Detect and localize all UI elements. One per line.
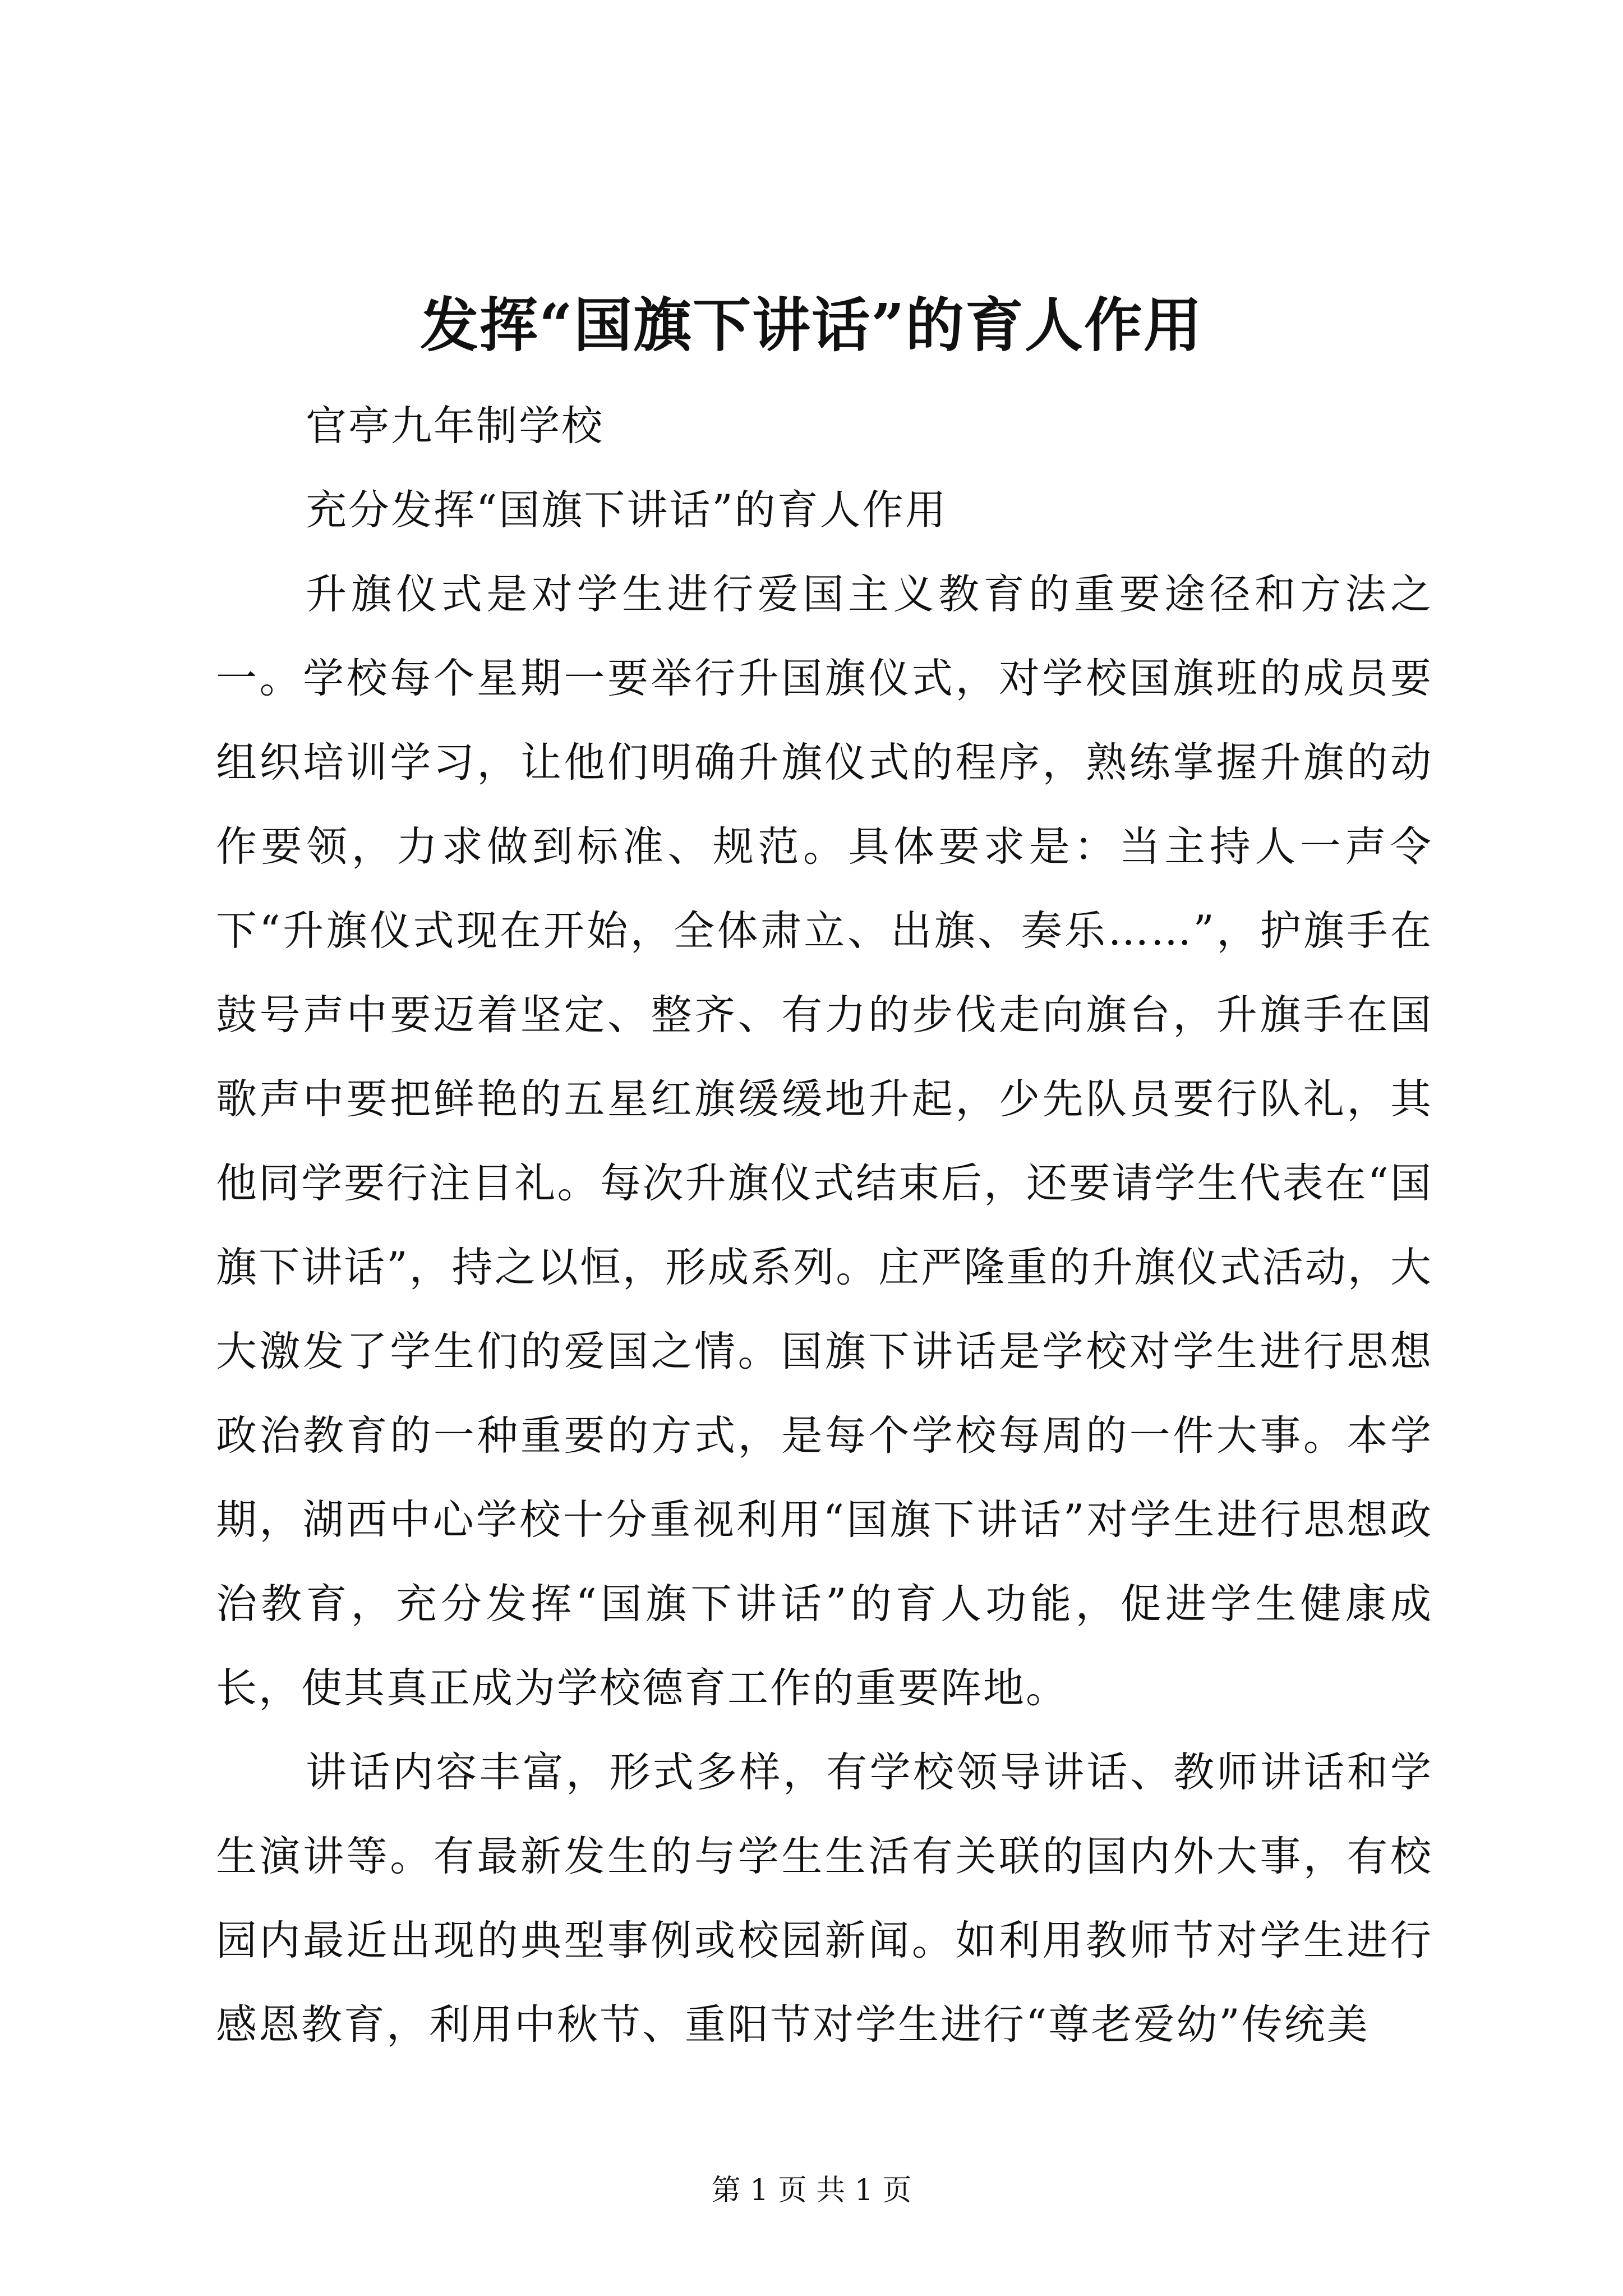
school-name-line: 官亭九年制学校 (306, 402, 604, 450)
paragraph-speech-content: 讲话内容丰富，形式多样，有学校领导讲话、教师讲话和学生演讲等。有最新发生的与学生生活有关联的国内外大事，有校园内最近出现的典型事例或校园新闻。如利用教师节对学生进行感恩教育，利用中秋节、重阳节对学生进行“尊老爱幼”传统美 (216, 1749, 1433, 2049)
subtitle-line: 充分发挥“国旗下讲话”的育人作用 (306, 486, 948, 534)
page-footer: 第 1 页 共 1 页 (711, 2174, 912, 2207)
document-body (216, 384, 1433, 2067)
document-title: 发挥“国旗下讲话”的育人作用 (420, 291, 1203, 360)
paragraph-flag-ceremony: 升旗仪式是对学生进行爱国主义教育的重要途径和方法之一。学校每个星期一要举行升国旗仪式，对学校国旗班的成员要组织培训学习，让他们明确升旗仪式的程序，熟练掌握升旗的动作要领，力求做到标准、规范。具体要求是：当主持人一声令下“升旗仪式现在开始，全体肃立、出旗、奏乐……”，护旗手在鼓号声中要迈着坚定、整齐、有力的步伐走向旗台，升旗手在国歌声中要把鲜艳的五星红旗缓缓地升起，少先队员要行队礼，其他同学要行注目礼。每次升旗仪式结束后，还要请学生代表在“国旗下讲话”，持之以恒，形成系列。庄严隆重的升旗仪式活动，大大激发了学生们的爱国之情。国旗下讲话是学校对学生进行思想政治教育的一种重要的方式，是每个学校每周的一件大事。本学期，湖西中心学校十分重视利用“国旗下讲话”对学生进行思想政治教育，充分发挥“国旗下讲话”的育人功能，促进学生健康成长，使其真正成为学校德育工作的重要阵地。 (216, 570, 1433, 1712)
